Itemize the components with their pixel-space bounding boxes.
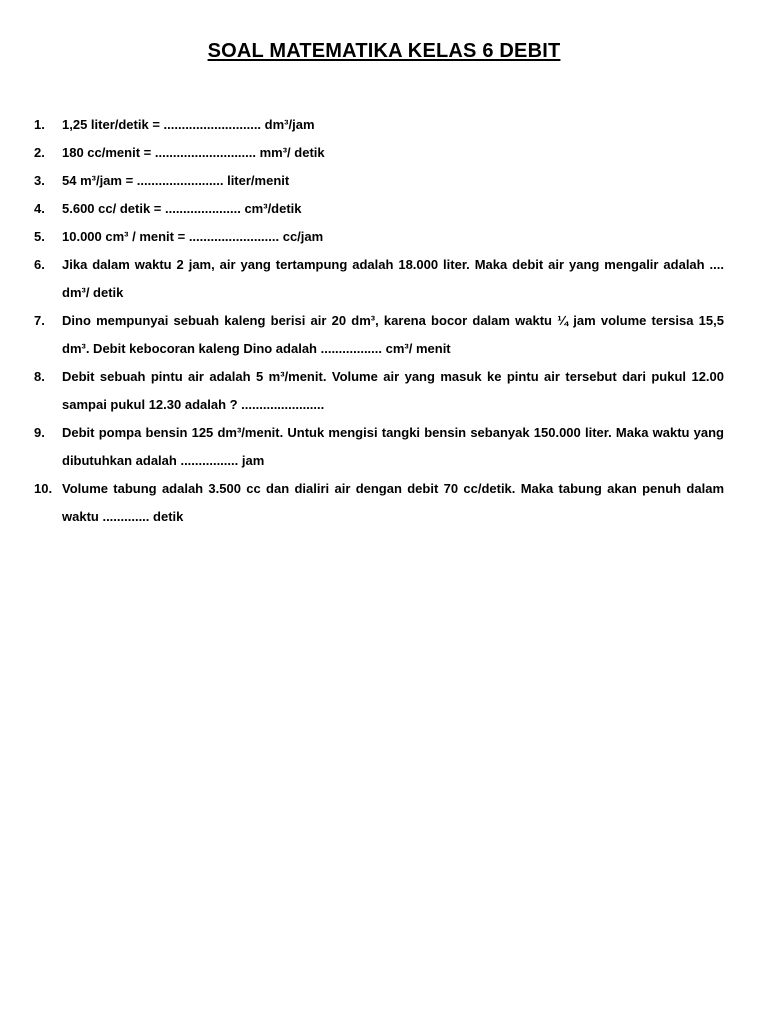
question-list [34, 111, 724, 531]
question-text: 1,25 liter/detik = ........................... dm³/jam [62, 117, 315, 132]
question-item [34, 251, 724, 307]
question-text: Jika dalam waktu 2 jam, air yang tertampung adalah 18.000 liter. Maka debit air yang mengalir adalah .... dm³/ detik [62, 257, 724, 300]
question-number: 6. [34, 257, 45, 272]
question-text: Debit sebuah pintu air adalah 5 m³/menit. Volume air yang masuk ke pintu air tersebut dari pukul 12.00 sampai pukul 12.30 adalah ? ....................... [62, 369, 724, 412]
question-number: 8. [34, 369, 45, 384]
question-item [34, 167, 724, 195]
question-number: 9. [34, 425, 45, 440]
question-number: 5. [34, 229, 45, 244]
question-item [34, 363, 724, 419]
question-item [34, 223, 724, 251]
question-number: 3. [34, 173, 45, 188]
question-item [34, 475, 724, 531]
question-number: 2. [34, 145, 45, 160]
question-number: 1. [34, 117, 45, 132]
question-number: 4. [34, 201, 45, 216]
question-text: 54 m³/jam = ........................ liter/menit [62, 173, 290, 188]
question-text: Dino mempunyai sebuah kaleng berisi air 20 dm³, karena bocor dalam waktu ¼ jam volume tersisa 15,5 dm³. Debit kebocoran kaleng Dino adalah ................. cm³/ menit [62, 313, 724, 356]
question-number: 10. [34, 481, 53, 496]
question-number: 7. [34, 313, 45, 328]
question-text: Volume tabung adalah 3.500 cc dan dialiri air dengan debit 70 cc/detik. Maka tabung akan penuh dalam waktu ............. detik [62, 481, 724, 524]
question-item [34, 195, 724, 223]
question-item [34, 307, 724, 363]
page-title: SOAL MATEMATIKA KELAS 6 DEBIT [207, 40, 561, 62]
question-item [34, 419, 724, 475]
question-text: 180 cc/menit = ............................ mm³/ detik [62, 145, 325, 160]
question-item [34, 111, 724, 139]
question-item [34, 139, 724, 167]
question-text: Debit pompa bensin 125 dm³/menit. Untuk mengisi tangki bensin sebanyak 150.000 liter. Maka waktu yang dibutuhkan adalah ................ jam [62, 425, 724, 468]
question-text: 10.000 cm³ / menit = ......................... cc/jam [62, 229, 324, 244]
question-text: 5.600 cc/ detik = ..................... cm³/detik [62, 201, 302, 216]
